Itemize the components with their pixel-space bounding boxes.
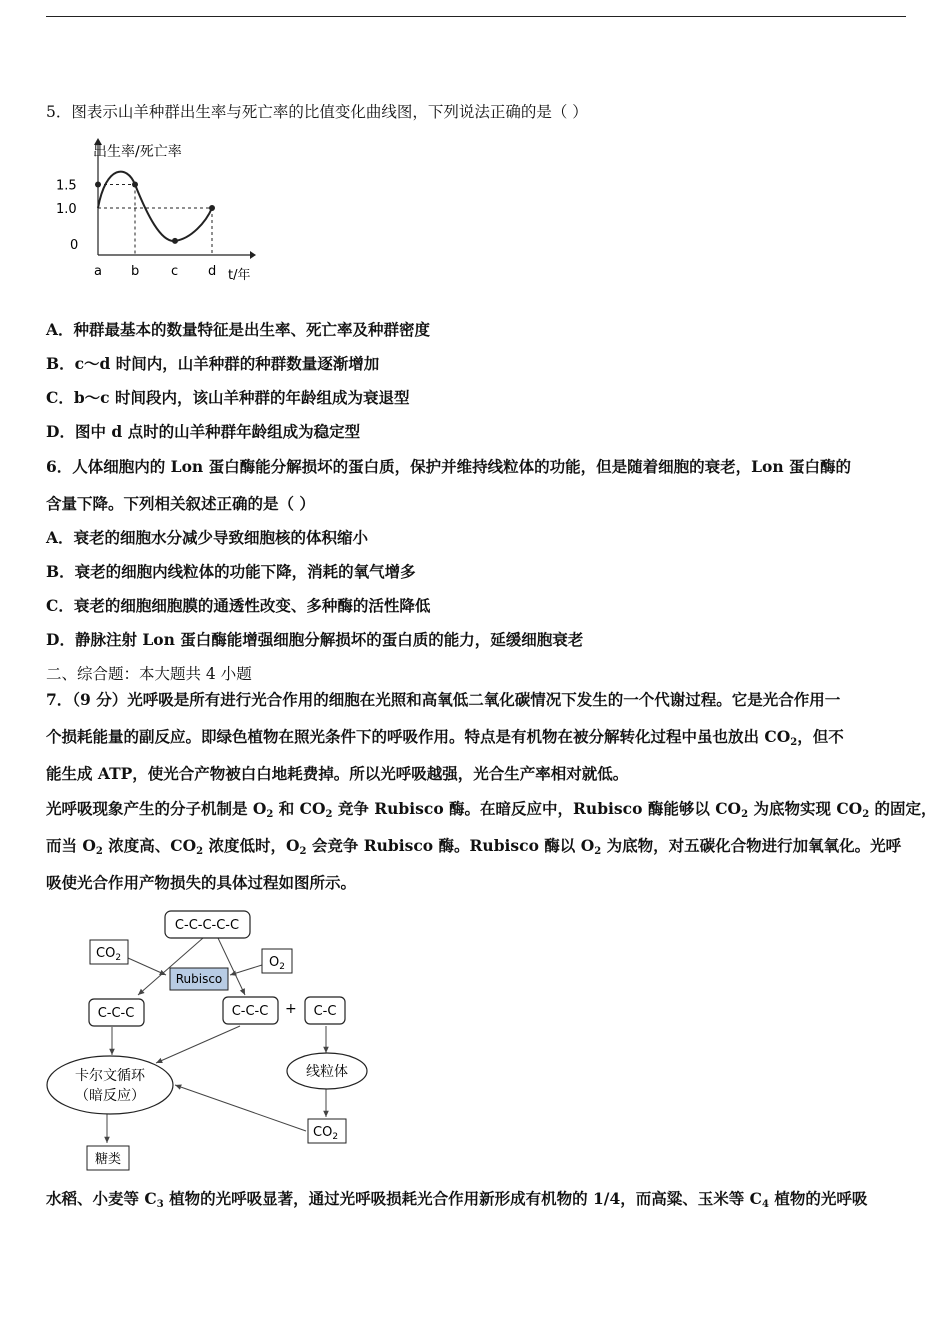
calvin-label-1: 卡尔文循环 [75, 1068, 145, 1084]
q6-stem-line2: 含量下降。下列相关叙述正确的是（ ） [46, 494, 315, 513]
q7-line4: 光呼吸现象产生的分子机制是 $O_2$ 和 $CO_2$ 竞争 Rubisco 酶。在暗反应中，Rubisco 酶能够以 $CO_2$ 为底物实现 $CO_2$ 的固定， [46, 799, 937, 820]
photorespiration-diagram [40, 905, 390, 1175]
o2-label: $O_2$ [269, 955, 285, 972]
c3-left-label: C-C-C [97, 1006, 135, 1021]
q5-option-b: B．c～d 时间内，山羊种群的种群数量逐渐增加 [46, 354, 380, 373]
q7-line6: 吸使光合作用产物损失的具体过程如图所示。 [46, 873, 357, 892]
c2-label: C-C [313, 1004, 337, 1019]
ratio-curve [98, 172, 212, 241]
arrow-o2-to-rubisco [230, 965, 262, 975]
curve-point-b [132, 182, 138, 188]
calvin-label-2: （暗反应） [75, 1088, 145, 1104]
q5-option-d: D．图中 d 点时的山羊种群年龄组成为稳定型 [46, 422, 361, 441]
q6-option-d: D．静脉注射 Lon 蛋白酶能增强细胞分解损坏的蛋白质的能力，延缓细胞衰老 [46, 630, 584, 649]
q7-line5: 而当 $O_2$ 浓度高、$CO_2$ 浓度低时，$O_2$ 会竞争 Rubisco 酶。Rubisco 酶以 $O_2$ 为底物，对五碳化合物进行加氧氧化。光呼 [46, 836, 902, 857]
calvin-cycle-ellipse [47, 1056, 173, 1114]
q5-option-c: C．b～c 时间段内，该山羊种群的年龄组成为衰退型 [46, 388, 410, 407]
x-tick-label-d: d [208, 264, 217, 279]
y-tick-label: 0 [70, 238, 79, 253]
y-tick-label: 1.0 [56, 202, 77, 217]
x-tick-label-b: b [131, 264, 140, 279]
mitochondria-label: 线粒体 [306, 1064, 348, 1080]
plus-sign: + [285, 1001, 297, 1017]
q6-stem-line1: 6．人体细胞内的 Lon 蛋白酶能分解损坏的蛋白质，保护并维持线粒体的功能，但是随着细胞的衰老，Lon 蛋白酶的 [46, 457, 851, 476]
q7-line1: 7．（9 分）光呼吸是所有进行光合作用的细胞在光照和高氧低二氧化碳情况下发生的一个代谢过程。它是光合作用一 [46, 690, 841, 709]
q5-option-a: A．种群最基本的数量特征是出生率、死亡率及种群密度 [46, 320, 431, 339]
curve-point-c [172, 238, 178, 244]
q7-line2: 个损耗能量的副反应。即绿色植物在照光条件下的呼吸作用。特点是有机物在被分解转化过程中虽也放出 $CO_2$，但不 [46, 727, 844, 748]
top-rule [46, 16, 906, 17]
c3-right-label: C-C-C [231, 1004, 269, 1019]
q7-line7: 水稻、小麦等 $C_3$ 植物的光呼吸显著，通过光呼吸损耗光合作用新形成有机物的 1/4，而高粱、玉米等 $C_4$ 植物的光呼吸 [46, 1189, 868, 1210]
y-tick-label: 1.5 [56, 178, 77, 194]
co2-input-label: $CO_2$ [96, 946, 122, 963]
curve-point-a [95, 182, 101, 188]
sugar-label: 糖类 [94, 1152, 122, 1167]
q6-option-b: B．衰老的细胞内线粒体的功能下降，消耗的氧气增多 [46, 562, 416, 581]
q5-chart [50, 135, 270, 285]
x-axis-arrow [250, 251, 256, 259]
curve-point-d [209, 205, 215, 211]
c5-label: C-C-C-C-C [174, 918, 240, 933]
x-axis-label: t/年 [228, 268, 251, 283]
q6-option-a: A．衰老的细胞水分减少导致细胞核的体积缩小 [46, 528, 369, 547]
arrow-co2-to-rubisco [128, 958, 166, 975]
q6-option-c: C．衰老的细胞细胞膜的通透性改变、多种酶的活性降低 [46, 596, 431, 615]
q5-stem: 5．图表示山羊种群出生率与死亡率的比值变化曲线图，下列说法正确的是（ ） [46, 103, 588, 121]
rubisco-label: Rubisco [175, 972, 223, 986]
arrow-co2-to-calvin [175, 1085, 306, 1131]
arrow-c3r-to-calvin [156, 1026, 240, 1063]
x-tick-label-a: a [94, 264, 102, 279]
y-axis-label: 出生率/死亡率 [93, 144, 182, 160]
co2-output-label: $CO_2$ [313, 1125, 339, 1142]
q7-line3: 能生成 ATP，使光合产物被白白地耗费掉。所以光呼吸越强，光合生产率相对就低。 [46, 764, 629, 783]
section2-title: 二、综合题：本大题共 4 小题 [46, 665, 252, 683]
x-tick-label-c: c [171, 264, 179, 279]
